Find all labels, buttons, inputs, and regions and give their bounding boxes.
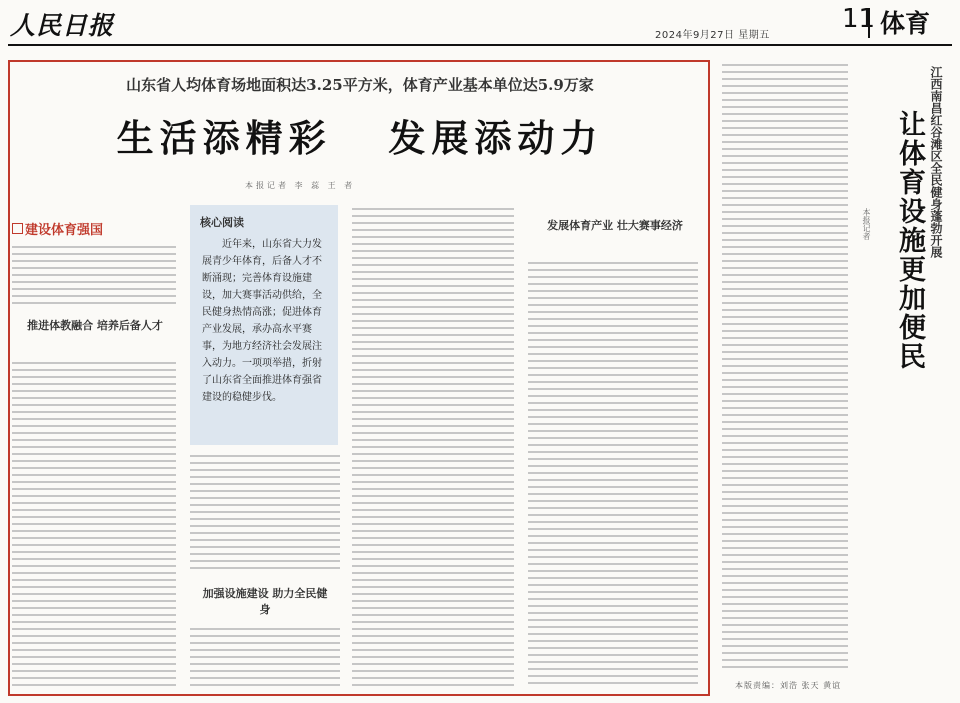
article-subtitle: 山东省人均体育场地面积达3.25平方米，体育产业基本单位达5.9万家 [126,76,594,94]
section-label-text: 建设体育强国 [25,223,104,238]
key-reading-title: 核心阅读 [200,216,244,229]
page-credits: 本版责编：刘浩 张天 黄谊 [735,681,842,690]
subhead-facilities: 加强设施建设 助力全民健身 [202,587,328,616]
section-title: 体育 [880,9,931,38]
side-body-text-block [722,64,848,669]
side-article-kicker: 江西南昌红谷滩区全民健身蓬勃开展 [929,66,943,258]
subhead-sports-industry: 发展体育产业 壮大赛事经济 [547,219,683,232]
article-byline: 本报记者 李 蕊 王 者 [245,181,356,190]
body-text-block [352,208,514,688]
section-marker-icon [12,223,23,234]
issue-date: 2024年9月27日 星期五 [655,30,770,41]
body-text-block [528,262,698,688]
key-reading-text: 近年来，山东省大力发展青少年体育，后备人才不断涌现；完善体育设施建设，加大赛事活动供给，全民健身热情高涨；促进体育产业发展，承办高水平赛事，为地方经济社会发展注入动力。一项项举措，折射了山东省全面推进体育强省建设的稳健步伐。 [202,239,322,403]
body-text-block [190,455,340,570]
side-article-headline: 让体育设施更加便民 [894,110,925,371]
article-headline: 生活添精彩 发展添动力 [116,116,604,160]
subhead-sports-education: 推进体教融合 培养后备人才 [27,319,163,332]
masthead-rule [8,44,952,46]
body-text-block [190,628,340,688]
body-text-block [12,362,176,687]
side-article-author: 本报记者 [862,208,871,240]
body-text-block [12,246,176,306]
newspaper-logo: 人民日报 [10,11,115,40]
section-label-sports-power [12,219,103,238]
page-number: 11 [842,4,876,34]
